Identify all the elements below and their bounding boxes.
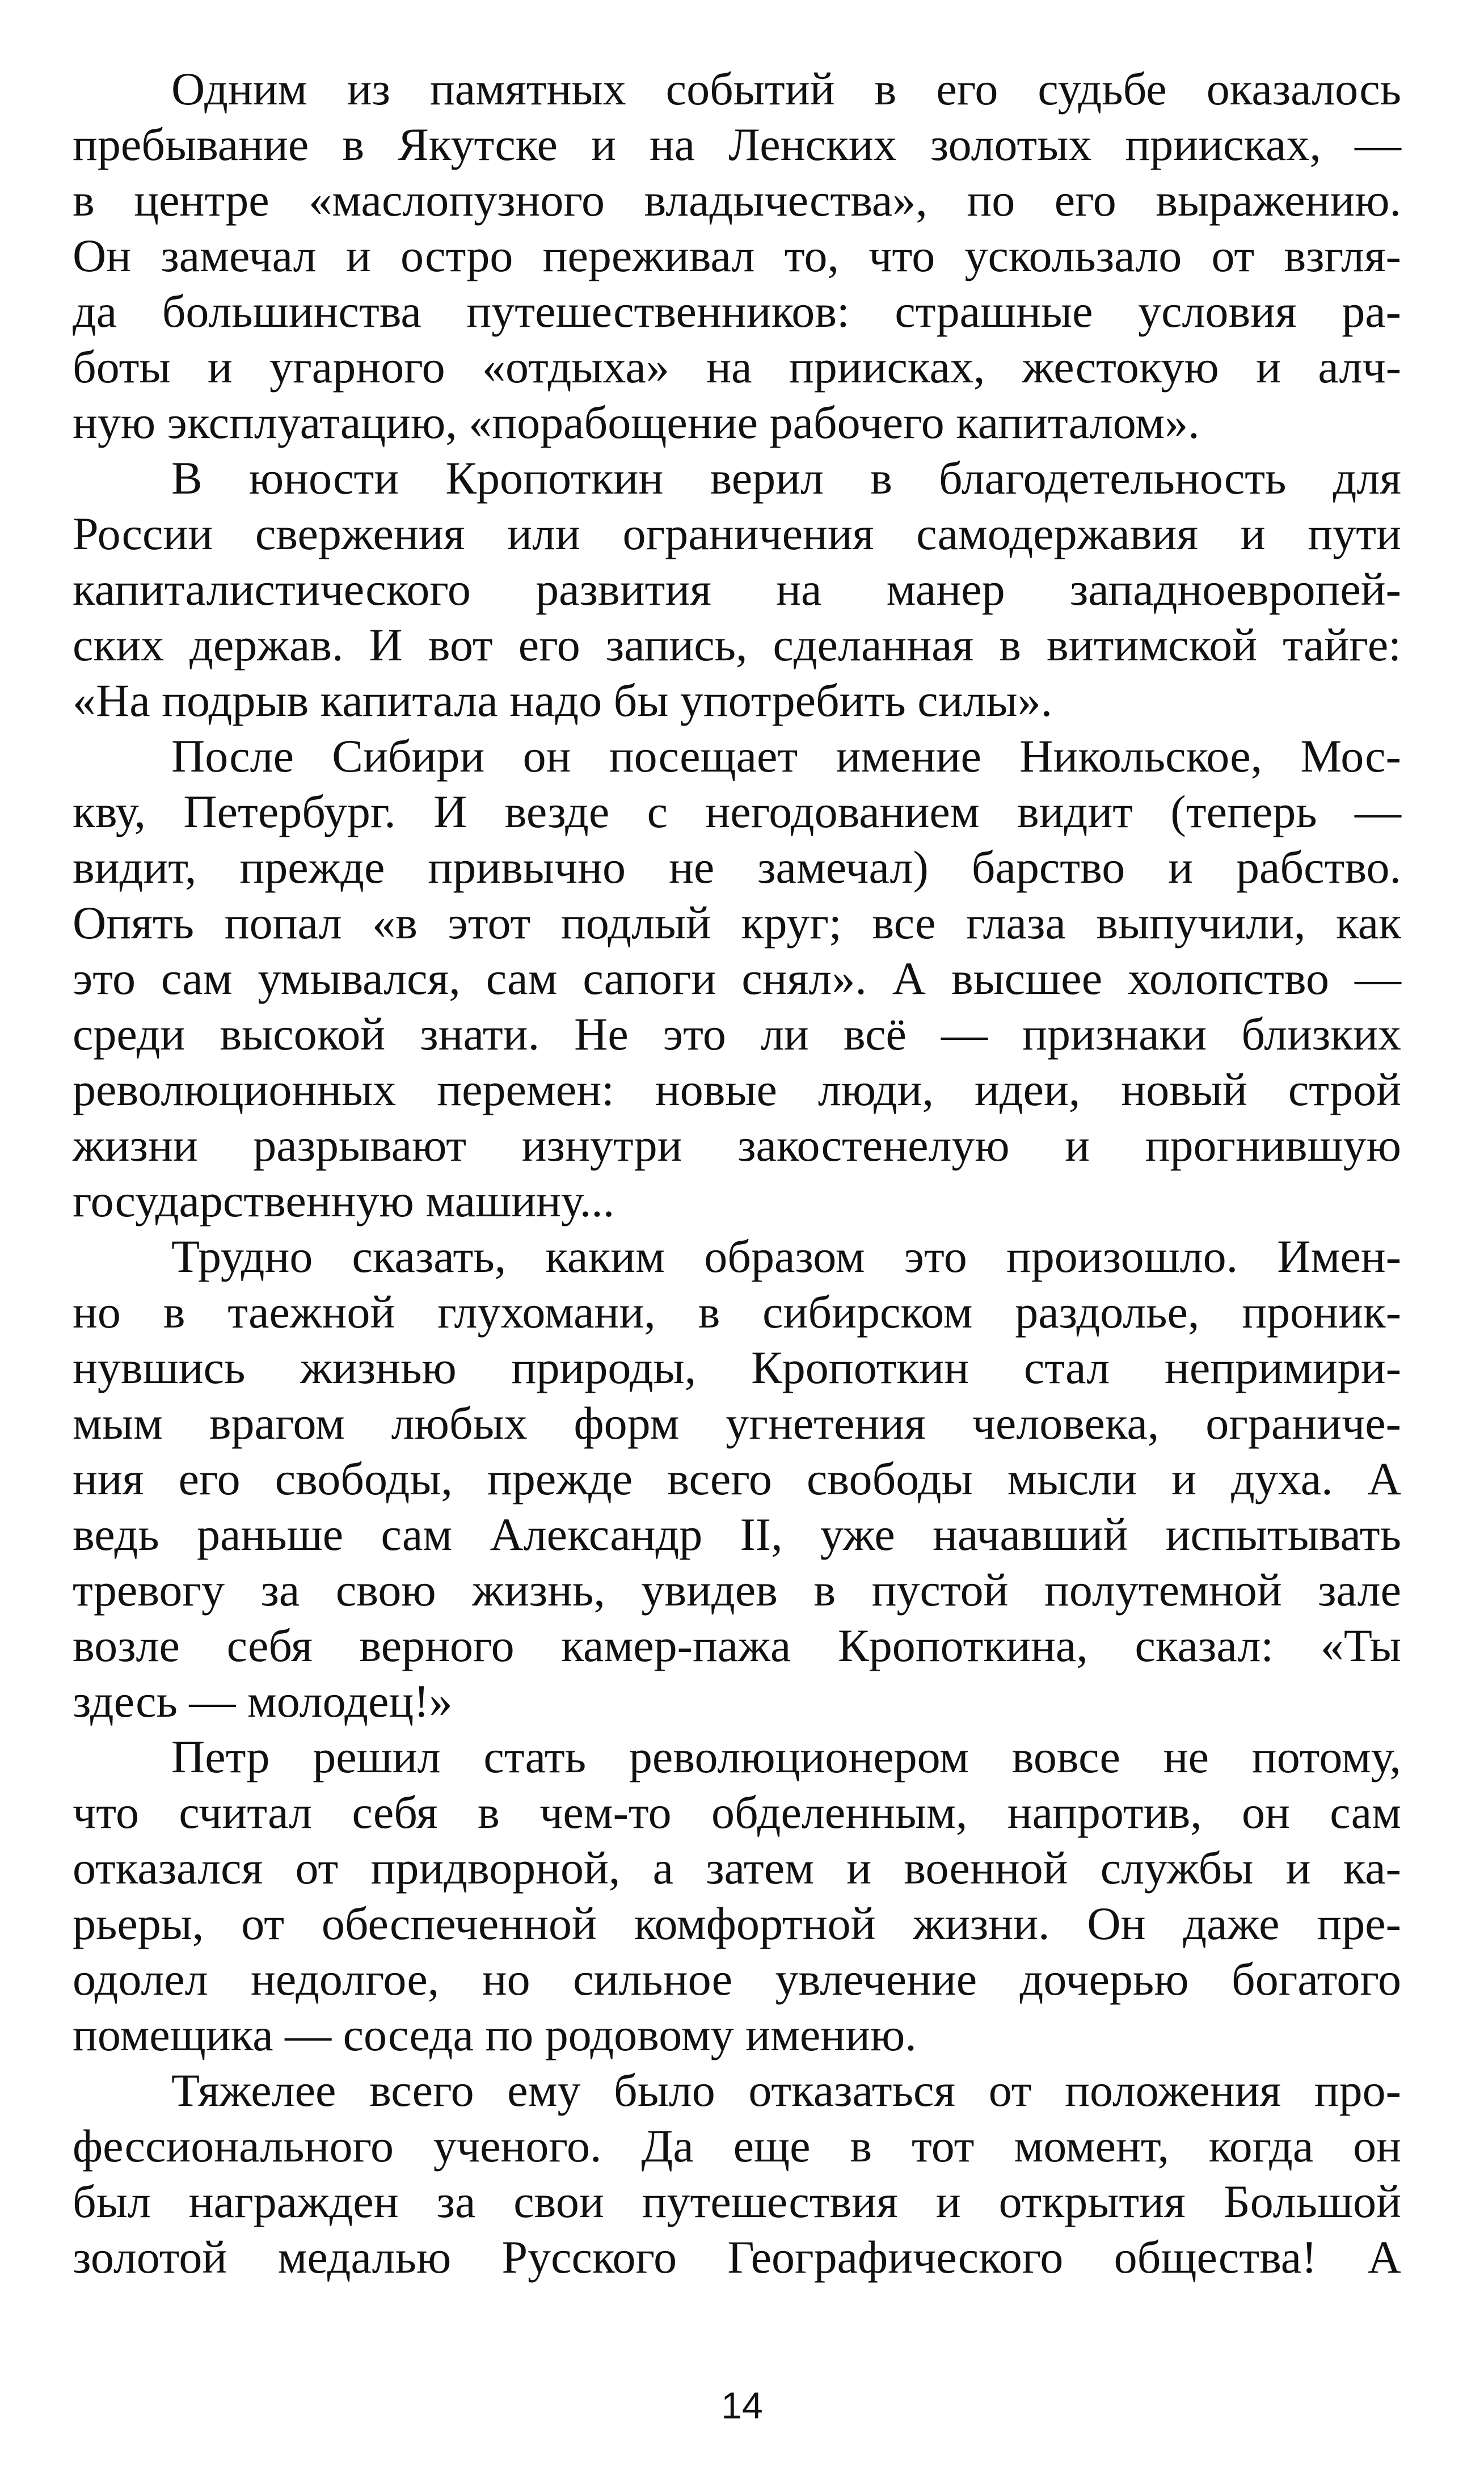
text-line: в центре «маслопузного владычества», по его выражению. [73, 174, 1401, 226]
text-line: ских держав. И вот его запись, сделанная в витимской тайге: [73, 619, 1401, 671]
text-line: среди высокой знати. Не это ли всё — признаки близких [73, 1008, 1401, 1060]
text-line: нувшись жизнью природы, Кропоткин стал непримири- [73, 1342, 1401, 1393]
text-line: жизни разрывают изнутри закостенелую и прогнившую [73, 1119, 1401, 1171]
text-line: России свержения или ограничения самодержавия и пути [73, 508, 1401, 559]
text-line: «На подрыв капитала надо бы употребить силы». [73, 675, 1053, 726]
body-text [73, 61, 1401, 2285]
text-line: Опять попал «в этот подлый круг; все глаза выпучили, как [73, 897, 1401, 949]
text-line: золотой медалью Русского Географического общества! А [73, 2231, 1401, 2283]
text-line: ную эксплуатацию, «порабощение рабочего капиталом». [73, 397, 1200, 448]
text-line: Петр решил стать революционером вовсе не потому, [171, 1731, 1401, 1782]
page-number: 14 [721, 2384, 763, 2426]
text-line: помещика — соседа по родовому имению. [73, 2009, 917, 2060]
text-line: это сам умывался, сам сапоги снял». А высшее холопство — [73, 953, 1401, 1004]
text-line: В юности Кропоткин верил в благодетельность для [171, 452, 1401, 504]
text-line: революционных перемен: новые люди, идеи, новый строй [73, 1064, 1401, 1115]
text-line: Одним из памятных событий в его судьбе оказалось [171, 63, 1401, 115]
text-line: здесь — молодец!» [73, 1675, 453, 1727]
text-line: пребывание в Якутске и на Ленских золотых приисках, — [73, 119, 1401, 170]
text-line: Трудно сказать, каким образом это произошло. Имен- [171, 1230, 1401, 1282]
text-line: видит, прежде привычно не замечал) барство и рабство. [73, 841, 1401, 893]
text-line: государственную машину... [73, 1175, 615, 1227]
text-line: да большинства путешественников: страшные условия ра- [73, 285, 1401, 337]
text-line: но в таежной глухомани, в сибирском раздолье, проник- [73, 1286, 1401, 1338]
text-line: фессионального ученого. Да еще в тот момент, когда он [73, 2120, 1401, 2172]
text-line: ведь раньше сам Александр II, уже начавший испытывать [73, 1508, 1401, 1560]
text-line: Тяжелее всего ему было отказаться от положения про- [171, 2064, 1401, 2116]
text-line: что считал себя в чем-то обделенным, напротив, он сам [73, 1786, 1401, 1838]
text-line: тревогу за свою жизнь, увидев в пустой полутемной зале [73, 1564, 1401, 1616]
text-line: После Сибири он посещает имение Никольское, Мос- [171, 730, 1401, 782]
text-line: возле себя верного камер-пажа Кропоткина, сказал: «Ты [73, 1620, 1401, 1671]
text-line: боты и угарного «отдыха» на приисках, жестокую и алч- [73, 341, 1401, 393]
text-line: отказался от придворной, а затем и военной службы и ка- [73, 1842, 1401, 1894]
text-line: капиталистического развития на манер западноевропей- [73, 563, 1401, 615]
text-line: Он замечал и остро переживал то, что ускользало от взгля- [73, 230, 1401, 281]
text-line: одолел недолгое, но сильное увлечение дочерью богатого [73, 1953, 1401, 2005]
text-line: мым врагом любых форм угнетения человека, ограниче- [73, 1397, 1401, 1449]
text-line: ния его свободы, прежде всего свободы мысли и духа. А [73, 1453, 1401, 1504]
text-line: кву, Петербург. И везде с негодованием видит (теперь — [73, 786, 1401, 837]
text-line: рьеры, от обеспеченной комфортной жизни. Он даже пре- [73, 1898, 1401, 1949]
text-line: был награжден за свои путешествия и открытия Большой [73, 2176, 1401, 2227]
